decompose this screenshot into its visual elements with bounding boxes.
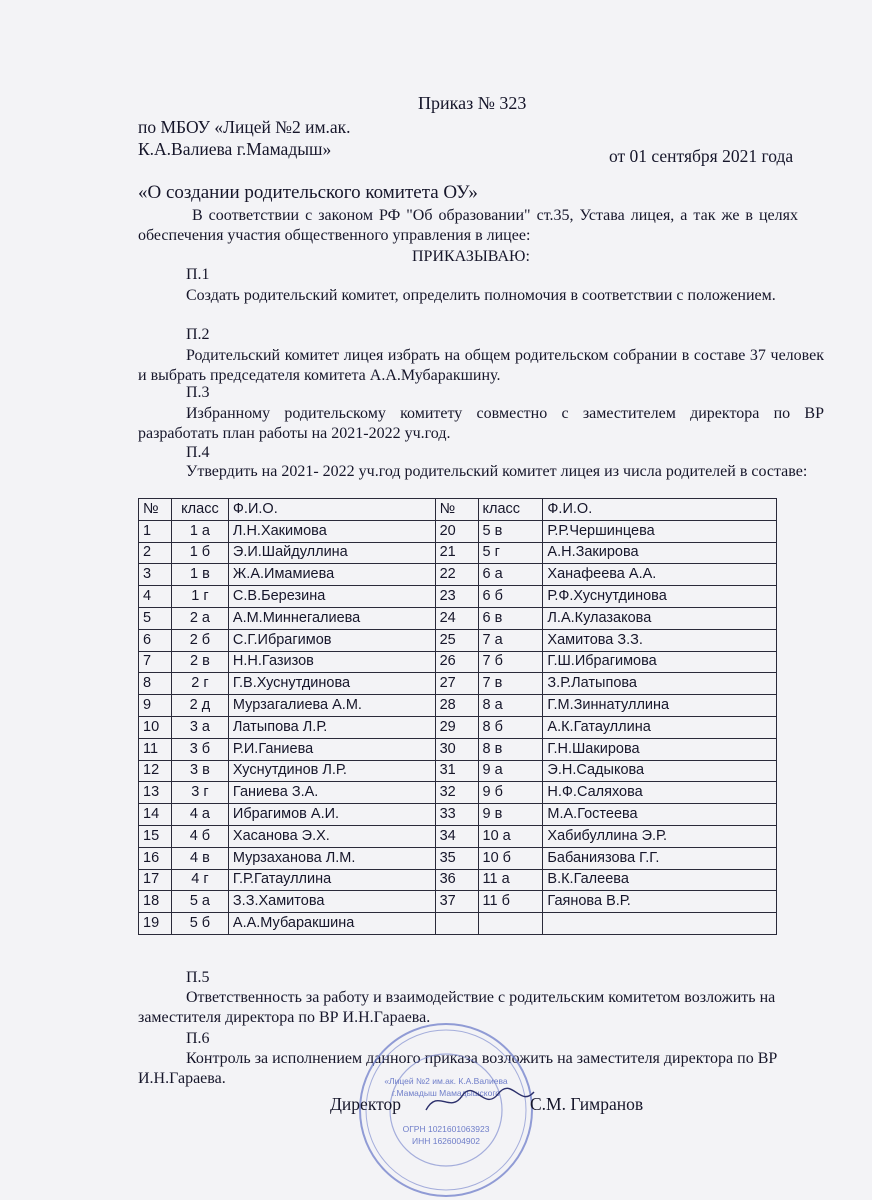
row-number: 22 (435, 564, 478, 586)
row-number: 33 (435, 804, 478, 826)
point-2-text: Родительский комитет лицея избрать на общем родительском собрании в составе 37 человек и выбрать председателя комитета А.А.Мубаракшину. (138, 347, 824, 384)
table-row (139, 716, 777, 738)
row-class: 2 б (171, 629, 228, 651)
row-name: Г.Ш.Ибрагимова (543, 651, 777, 673)
row-number: 13 (139, 782, 172, 804)
row-class: 9 а (478, 760, 543, 782)
row-class: 10 а (478, 825, 543, 847)
row-name: Л.А.Кулазакова (543, 607, 777, 629)
row-number: 30 (435, 738, 478, 760)
row-number: 1 (139, 520, 172, 542)
stamp-text-1: «Лицей №2 им.ак. К.А.Валиева (384, 1076, 508, 1086)
row-number: 10 (139, 716, 172, 738)
row-number: 31 (435, 760, 478, 782)
point-6-text: Контроль за исполнением данного приказа возложить на заместителя директора по ВР И.Н.Гараева. (138, 1050, 778, 1087)
row-class: 7 в (478, 673, 543, 695)
row-number: 5 (139, 607, 172, 629)
row-name: Л.Н.Хакимова (228, 520, 435, 542)
row-name: А.К.Гатауллина (543, 716, 777, 738)
row-name (543, 913, 777, 935)
row-number (435, 913, 478, 935)
table-row (139, 542, 777, 564)
row-name: Э.И.Шайдуллина (228, 542, 435, 564)
header-number: № (435, 499, 478, 521)
row-class: 9 в (478, 804, 543, 826)
row-class: 8 в (478, 738, 543, 760)
row-class: 4 г (171, 869, 228, 891)
row-number: 8 (139, 673, 172, 695)
row-class: 4 а (171, 804, 228, 826)
row-number: 16 (139, 847, 172, 869)
row-name: Г.Р.Гатауллина (228, 869, 435, 891)
row-name: Г.М.Зиннатуллина (543, 695, 777, 717)
row-class: 3 в (171, 760, 228, 782)
point-5-text: Ответственность за работу и взаимодействие с родительским комитетом возложить на заместителя директора по ВР И.Н.Гараева. (138, 989, 776, 1026)
row-name: З.Р.Латыпова (543, 673, 777, 695)
order-word: ПРИКАЗЫВАЮ: (412, 248, 530, 265)
table-row (139, 586, 777, 608)
row-class: 1 а (171, 520, 228, 542)
row-name: З.З.Хамитова (228, 891, 435, 913)
table-header-row (139, 499, 777, 521)
stamp-text-4: ИНН 1626004902 (411, 1136, 481, 1146)
row-number: 32 (435, 782, 478, 804)
row-number: 19 (139, 913, 172, 935)
row-name: С.Г.Ибрагимов (228, 629, 435, 651)
row-number: 35 (435, 847, 478, 869)
row-name: Р.Ф.Хуснутдинова (543, 586, 777, 608)
table-row (139, 760, 777, 782)
row-number: 20 (435, 520, 478, 542)
organization-name (138, 116, 351, 160)
row-name: А.А.Мубаракшина (228, 913, 435, 935)
row-number: 9 (139, 695, 172, 717)
row-class: 2 д (171, 695, 228, 717)
header-number: № (139, 499, 172, 521)
row-number: 26 (435, 651, 478, 673)
row-class: 11 а (478, 869, 543, 891)
row-name: Р.И.Ганиева (228, 738, 435, 760)
table-row (139, 847, 777, 869)
row-name: Н.Ф.Саляхова (543, 782, 777, 804)
row-class: 4 в (171, 847, 228, 869)
row-name: М.А.Гостеева (543, 804, 777, 826)
point-1-label: П.1 (186, 266, 210, 283)
row-name: Н.Н.Газизов (228, 651, 435, 673)
row-class: 8 а (478, 695, 543, 717)
row-name: Гаянова В.Р. (543, 891, 777, 913)
row-name: Хуснутдинов Л.Р. (228, 760, 435, 782)
row-name: Ханафеева А.А. (543, 564, 777, 586)
row-number: 11 (139, 738, 172, 760)
row-name: А.Н.Закирова (543, 542, 777, 564)
table-row (139, 804, 777, 826)
row-class: 3 а (171, 716, 228, 738)
point-3-text: Избранному родительскому комитету совместно с заместителем директора по ВР разработать план работы на 2021-2022 уч.год. (138, 405, 824, 442)
point-4-text: Утвердить на 2021- 2022 уч.год родительский комитет лицея из числа родителей в составе: (186, 463, 808, 480)
row-class: 9 б (478, 782, 543, 804)
row-name: А.М.Миннегалиева (228, 607, 435, 629)
row-class: 11 б (478, 891, 543, 913)
row-class: 2 а (171, 607, 228, 629)
header-name: Ф.И.О. (228, 499, 435, 521)
row-number: 4 (139, 586, 172, 608)
row-class: 5 в (478, 520, 543, 542)
header-class: класс (478, 499, 543, 521)
point-3-label: П.3 (186, 384, 210, 401)
row-name: Латыпова Л.Р. (228, 716, 435, 738)
table-row (139, 869, 777, 891)
row-name: Мурзаханова Л.М. (228, 847, 435, 869)
table-row (139, 607, 777, 629)
row-class: 3 б (171, 738, 228, 760)
row-name: Ж.А.Имамиева (228, 564, 435, 586)
table-row (139, 564, 777, 586)
row-name: С.В.Березина (228, 586, 435, 608)
point-4-label: П.4 (186, 444, 210, 461)
row-number: 25 (435, 629, 478, 651)
row-name: Хасанова Э.Х. (228, 825, 435, 847)
table-row (139, 913, 777, 935)
row-class: 3 г (171, 782, 228, 804)
signature-title: Директор (330, 1094, 402, 1114)
row-name: Э.Н.Садыкова (543, 760, 777, 782)
row-class: 7 б (478, 651, 543, 673)
row-number: 28 (435, 695, 478, 717)
row-class: 2 в (171, 651, 228, 673)
row-number: 3 (139, 564, 172, 586)
signature-name: С.М. Гимранов (530, 1094, 644, 1114)
row-name: В.К.Галеева (543, 869, 777, 891)
table-row (139, 825, 777, 847)
row-number: 24 (435, 607, 478, 629)
row-number: 21 (435, 542, 478, 564)
row-class: 7 а (478, 629, 543, 651)
table-row (139, 738, 777, 760)
organization-line-1: по МБОУ «Лицей №2 им.ак. (138, 117, 351, 137)
row-class: 1 г (171, 586, 228, 608)
table-row (139, 782, 777, 804)
point-6-label: П.6 (186, 1030, 210, 1047)
preamble: В соответствии с законом РФ "Об образовании" ст.35, Устава лицея, а так же в целях обеспечения участия общественного управления в лицее: (138, 207, 798, 244)
handwritten-signature (420, 1084, 540, 1118)
row-class: 10 б (478, 847, 543, 869)
row-class: 2 г (171, 673, 228, 695)
row-class: 5 а (171, 891, 228, 913)
order-subject: «О создании родительского комитета ОУ» (138, 182, 478, 203)
row-class (478, 913, 543, 935)
row-class: 8 б (478, 716, 543, 738)
row-number: 7 (139, 651, 172, 673)
row-class: 4 б (171, 825, 228, 847)
row-class: 5 б (171, 913, 228, 935)
table-row (139, 520, 777, 542)
row-number: 14 (139, 804, 172, 826)
row-name: Бабаниязова Г.Г. (543, 847, 777, 869)
row-name: Г.Н.Шакирова (543, 738, 777, 760)
parent-committee-table (138, 498, 777, 935)
table-row (139, 695, 777, 717)
row-class: 1 б (171, 542, 228, 564)
row-class: 1 в (171, 564, 228, 586)
row-number: 29 (435, 716, 478, 738)
stamp-text-3: ОГРН 1021601063923 (402, 1124, 490, 1134)
row-number: 6 (139, 629, 172, 651)
order-title: Приказ № 323 (418, 93, 527, 113)
row-class: 6 а (478, 564, 543, 586)
header-name: Ф.И.О. (543, 499, 777, 521)
row-name: Ганиева З.А. (228, 782, 435, 804)
row-number: 34 (435, 825, 478, 847)
row-number: 23 (435, 586, 478, 608)
row-number: 12 (139, 760, 172, 782)
row-number: 2 (139, 542, 172, 564)
row-class: 5 г (478, 542, 543, 564)
row-class: 6 в (478, 607, 543, 629)
row-number: 37 (435, 891, 478, 913)
row-name: Ибрагимов А.И. (228, 804, 435, 826)
row-name: Хамитова З.З. (543, 629, 777, 651)
organization-line-2: К.А.Валиева г.Мамадыш» (138, 139, 332, 159)
row-number: 17 (139, 869, 172, 891)
row-number: 15 (139, 825, 172, 847)
row-name: Г.В.Хуснутдинова (228, 673, 435, 695)
point-5-label: П.5 (186, 969, 210, 986)
table-row (139, 891, 777, 913)
row-number: 27 (435, 673, 478, 695)
row-number: 36 (435, 869, 478, 891)
table-row (139, 629, 777, 651)
order-date: от 01 сентября 2021 года (609, 146, 794, 166)
table-row (139, 673, 777, 695)
row-class: 6 б (478, 586, 543, 608)
row-name: Мурзагалиева А.М. (228, 695, 435, 717)
table-row (139, 651, 777, 673)
header-class: класс (171, 499, 228, 521)
point-1-text: Создать родительский комитет, определить полномочия в соответствии с положением. (186, 287, 776, 304)
row-name: Хабибуллина Э.Р. (543, 825, 777, 847)
stamp-text-2: г.Мамадыш Мамадышского (392, 1088, 500, 1098)
point-2-label: П.2 (186, 326, 210, 343)
row-name: Р.Р.Чершинцева (543, 520, 777, 542)
row-number: 18 (139, 891, 172, 913)
